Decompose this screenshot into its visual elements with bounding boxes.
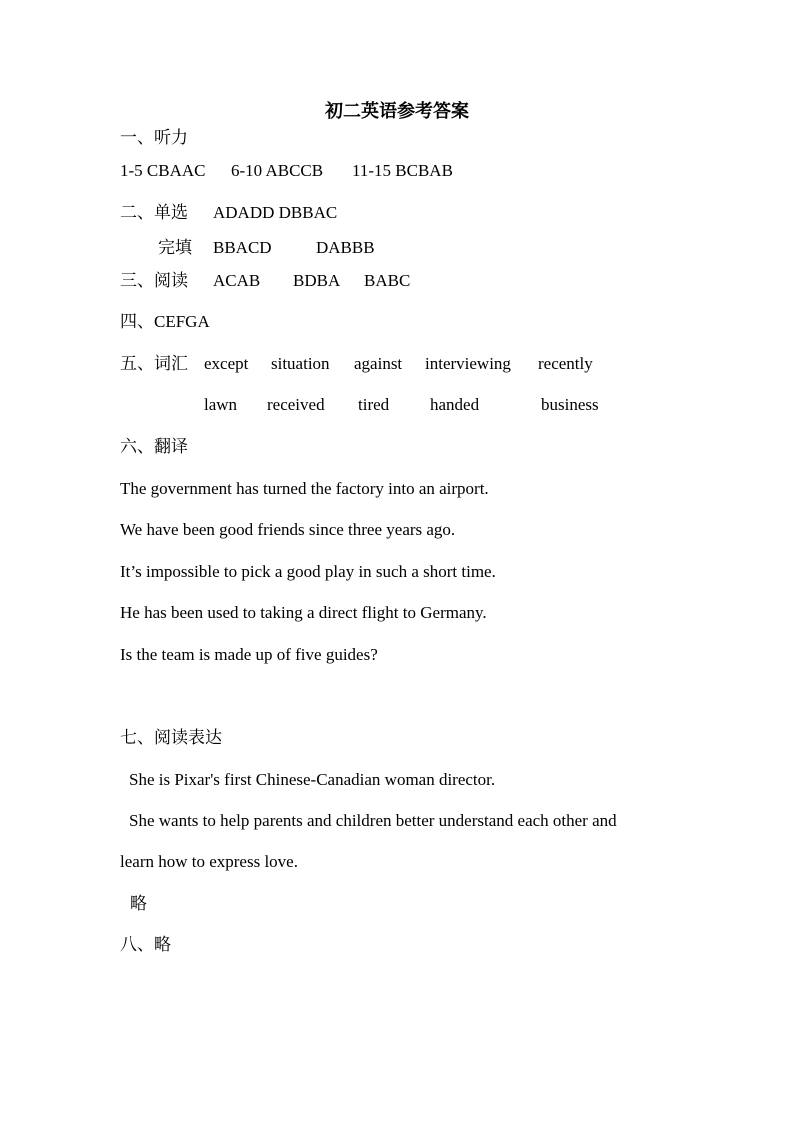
reading-answers-3: BABC bbox=[364, 271, 411, 290]
reading-expression-line: She is Pixar's first Chinese-Canadian woman director. bbox=[129, 770, 496, 789]
cloze-answers-1: BBACD bbox=[213, 238, 272, 257]
reading-heading: 三、阅读 bbox=[120, 271, 188, 290]
part-four-heading: 四、CEFGA bbox=[120, 312, 210, 331]
translation-sentence: Is the team is made up of five guides? bbox=[120, 645, 378, 664]
reading-expression-line: She wants to help parents and children better understand each other and bbox=[129, 811, 617, 830]
page-title: 初二英语参考答案 bbox=[325, 101, 469, 121]
vocab-word: received bbox=[267, 395, 325, 414]
translation-sentence: We have been good friends since three years ago. bbox=[120, 520, 456, 539]
translation-sentence: It’s impossible to pick a good play in such a short time. bbox=[120, 562, 496, 581]
single-choice-heading: 二、单选 bbox=[120, 203, 188, 222]
vocabulary-heading: 五、词汇 bbox=[120, 354, 188, 373]
single-choice-answers: ADADD DBBAC bbox=[213, 203, 338, 222]
vocab-word: against bbox=[354, 354, 403, 373]
reading-expression-heading: 七、阅读表达 bbox=[120, 728, 222, 747]
listening-heading: 一、听力 bbox=[120, 128, 188, 147]
vocab-word: recently bbox=[538, 354, 593, 373]
part-eight-heading: 八、略 bbox=[120, 935, 171, 954]
listening-answers-3: 11-15 BCBAB bbox=[352, 161, 453, 180]
reading-expression-line: 略 bbox=[130, 894, 147, 913]
translation-sentence: He has been used to taking a direct flight to Germany. bbox=[120, 603, 487, 622]
vocab-word: interviewing bbox=[425, 354, 511, 373]
vocab-word: except bbox=[204, 354, 249, 373]
reading-expression-line: learn how to express love. bbox=[120, 852, 298, 871]
translation-sentence: The government has turned the factory into an airport. bbox=[120, 479, 489, 498]
vocab-word: lawn bbox=[204, 395, 238, 414]
vocab-word: tired bbox=[358, 395, 390, 414]
listening-answers-2: 6-10 ABCCB bbox=[231, 161, 324, 180]
cloze-answers-2: DABBB bbox=[316, 238, 375, 257]
vocab-word: situation bbox=[271, 354, 330, 373]
vocab-word: handed bbox=[430, 395, 480, 414]
vocab-word: business bbox=[541, 395, 599, 414]
reading-answers-2: BDBA bbox=[293, 271, 341, 290]
reading-answers-1: ACAB bbox=[213, 271, 261, 290]
listening-answers-1: 1-5 CBAAC bbox=[120, 161, 206, 180]
translation-heading: 六、翻译 bbox=[120, 437, 188, 456]
cloze-label: 完填 bbox=[158, 238, 192, 257]
